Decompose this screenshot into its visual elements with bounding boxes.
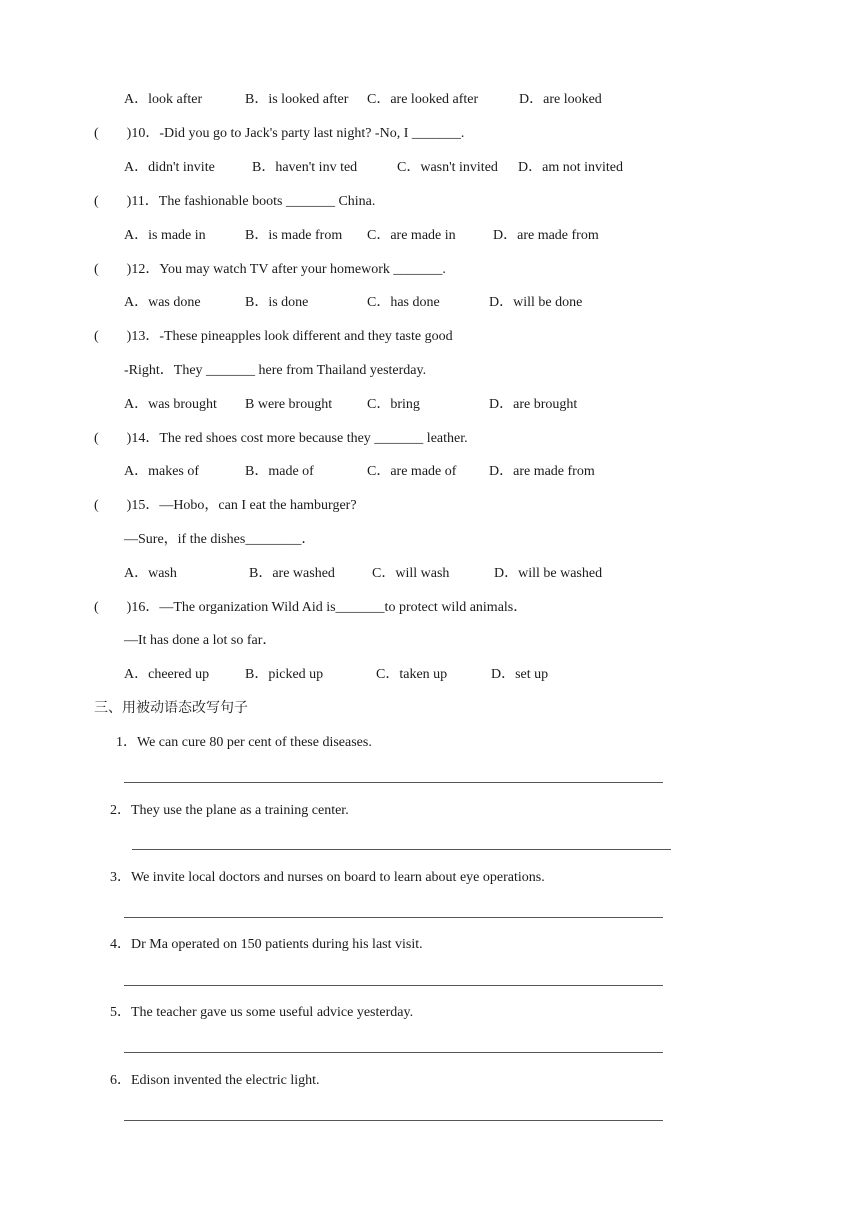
answer-line[interactable] bbox=[124, 782, 663, 783]
option-a: A．is made in bbox=[124, 228, 206, 243]
rewrite-sentence: 2．They use the plane as a training center. bbox=[110, 803, 349, 818]
question-stem-reply: —Sure，if the dishes________． bbox=[124, 532, 316, 547]
option-b: B．is looked after bbox=[245, 92, 349, 107]
question-stem: ( )10．-Did you go to Jack's party last night? -No, I _______. bbox=[94, 126, 465, 141]
option-d: D．am not invited bbox=[518, 160, 623, 175]
question-stem: ( )16．—The organization Wild Aid is_______to protect wild animals． bbox=[94, 600, 528, 615]
option-d: D．will be washed bbox=[494, 566, 603, 581]
question-stem: ( )14．The red shoes cost more because they _______ leather. bbox=[94, 431, 468, 446]
option-c: C．are made in bbox=[367, 228, 456, 243]
option-b: B．are washed bbox=[249, 566, 335, 581]
option-a: A．cheered up bbox=[124, 667, 210, 682]
option-c: C．are looked after bbox=[367, 92, 479, 107]
answer-line[interactable] bbox=[124, 1052, 663, 1053]
question-stem: ( )12．You may watch TV after your homework _______. bbox=[94, 262, 446, 277]
option-c: C．will wash bbox=[372, 566, 450, 581]
option-a: A．was done bbox=[124, 295, 201, 310]
answer-line[interactable] bbox=[124, 917, 663, 918]
option-b: B．is made from bbox=[245, 228, 343, 243]
option-a: A．didn't invite bbox=[124, 160, 215, 175]
answer-line[interactable] bbox=[132, 849, 671, 850]
rewrite-sentence: 5．The teacher gave us some useful advice yesterday. bbox=[110, 1005, 414, 1020]
option-a: A．was brought bbox=[124, 397, 217, 412]
option-c: C．bring bbox=[367, 397, 420, 412]
question-stem: ( )15．—Hobo，can I eat the hamburger? bbox=[94, 498, 357, 513]
answer-line[interactable] bbox=[124, 1120, 663, 1121]
rewrite-sentence: 6．Edison invented the electric light. bbox=[110, 1073, 320, 1088]
option-b: B．haven't inv ted bbox=[252, 160, 358, 175]
option-d: D．set up bbox=[491, 667, 549, 682]
option-c: C．has done bbox=[367, 295, 440, 310]
option-b: B．picked up bbox=[245, 667, 324, 682]
rewrite-sentence: 1．We can cure 80 per cent of these diseases. bbox=[116, 735, 372, 750]
option-d: D．are brought bbox=[489, 397, 578, 412]
rewrite-sentence: 4．Dr Ma operated on 150 patients during his last visit. bbox=[110, 937, 423, 952]
answer-line[interactable] bbox=[124, 985, 663, 986]
section-heading: 三、用被动语态改写句子 bbox=[94, 700, 248, 716]
option-d: D．are looked bbox=[519, 92, 602, 107]
option-d: D．are made from bbox=[493, 228, 599, 243]
question-stem-reply: —It has done a lot so far． bbox=[124, 633, 277, 648]
question-stem: ( )11．The fashionable boots _______ China. bbox=[94, 194, 376, 209]
option-a: A．look after bbox=[124, 92, 203, 107]
option-c: C．are made of bbox=[367, 464, 457, 479]
option-b: B were brought bbox=[245, 397, 333, 412]
rewrite-sentence: 3．We invite local doctors and nurses on board to learn about eye operations. bbox=[110, 870, 545, 885]
option-c: C．taken up bbox=[376, 667, 448, 682]
option-a: A．makes of bbox=[124, 464, 200, 479]
option-d: D．are made from bbox=[489, 464, 595, 479]
option-c: C．wasn't invited bbox=[397, 160, 498, 175]
question-stem-reply: -Right．They _______ here from Thailand yesterday. bbox=[124, 363, 427, 378]
option-b: B．is done bbox=[245, 295, 309, 310]
option-a: A．wash bbox=[124, 566, 177, 581]
option-d: D．will be done bbox=[489, 295, 583, 310]
question-stem: ( )13．-These pineapples look different and they taste good bbox=[94, 329, 453, 344]
option-b: B．made of bbox=[245, 464, 314, 479]
